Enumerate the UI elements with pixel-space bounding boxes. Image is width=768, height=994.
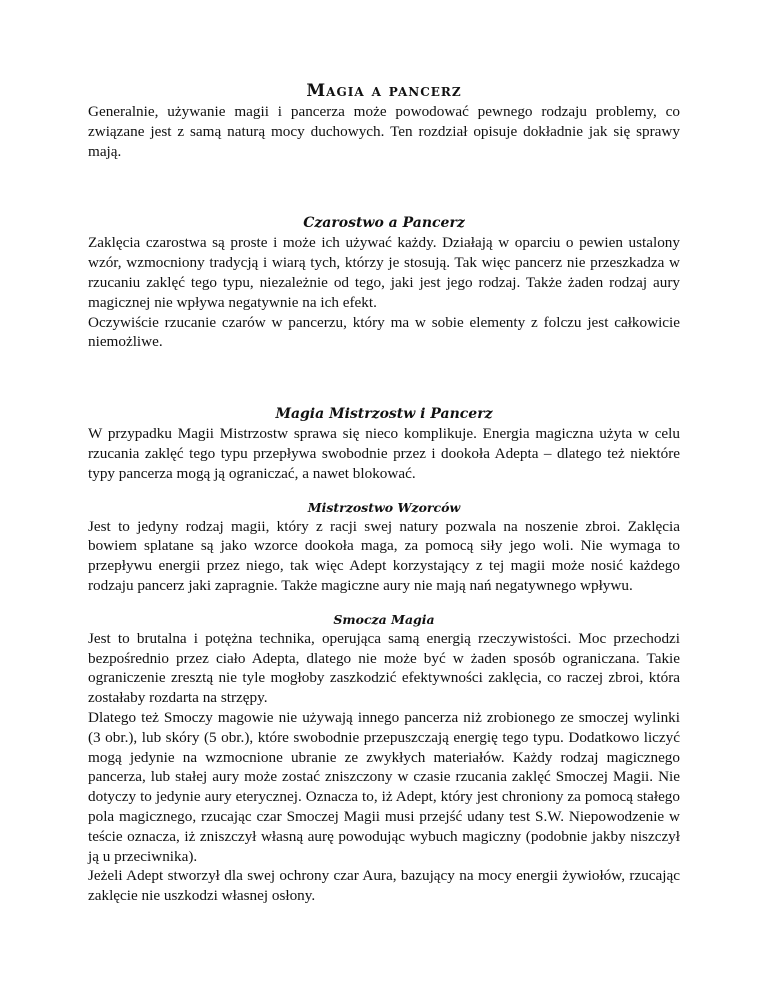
intro-paragraph: Generalnie, używanie magii i pancerza może powodować pewnego rodzaju problemy, co związane jest z samą naturą mocy duchowych. Ten rozdział opisuje dokładnie jak się sprawy mają. xyxy=(88,103,680,160)
document-page xyxy=(88,80,680,906)
smocza-magia-paragraph: Jest to brutalna i potężna technika, operująca samą energią rzeczywistości. Moc przechodzi bezpośrednio przez ciało Adepta, dlatego nie może być w żaden sposób ograniczana. Takie ograniczenie zresztą nie tyle mogłoby zaszkodzić efektywności zaklęcia, co raczej zbroi, która zostałaby rozdarta na strzępy. xyxy=(88,629,680,707)
smocza-magia-paragraph-3: Jeżeli Adept stworzył dla swej ochrony czar Aura, bazujący na mocy energii żywiołów, rzucając zaklęcie nie uszkodzi własnej osłony. xyxy=(88,867,680,905)
mistrzostwo-wzorcow-paragraph: Jest to jedyny rodzaj magii, który z racji swej natury pozwala na noszenie zbroi. Zaklęcia bowiem splatane są jako wzorce dookoła maga, za pomocą siły jego woli. Nie wymaga to przepływu energii przez niego, tak więc Adept korzystający z tej magii może nosić każdego rodzaju pancerz jaki zapragnie. Także magiczne aury nie mają nań negatywnego wpływu. xyxy=(88,517,680,594)
czarostwo-paragraph-2: Oczywiście rzucanie czarów w pancerzu, który ma w sobie elementy z folczu jest całkowicie niemożliwe. xyxy=(88,313,680,351)
section-heading-czarostwo: Czarostwo a Pancerz xyxy=(303,215,465,232)
czarostwo-paragraph: Zaklęcia czarostwa są proste i może ich używać każdy. Działają w oparciu o pewien ustalony wzór, wzmocniony tradycją i wiarą tych, którzy je stosują. Tak więc pancerz nie przeszkadza w rzucaniu zaklęć tego typu, niezależnie od tego, jaki jest jego rodzaj. Także żaden rodzaj aury magicznej nie wpływa negatywnie na ich efekt. xyxy=(88,234,680,311)
section-heading-smocza-magia: Smocza Magia xyxy=(333,611,435,627)
magia-mistrzostw-paragraph: W przypadku Magii Mistrzostw sprawa się nieco komplikuje. Energia magiczna użyta w celu rzucania zaklęć tego typu przepływa swobodnie przez i dookoła Adepta – dlatego też niektóre typy pancerza mogą ją ograniczać, a nawet blokować. xyxy=(88,425,680,482)
section-heading-mistrzostwo-wzorcow: Mistrzostwo Wzorców xyxy=(307,499,461,515)
smocza-magia-paragraph-2: Dlatego też Smoczy magowie nie używają innego pancerza niż zrobionego ze smoczej wylinki (3 obr.), lub skóry (5 obr.), które swobodnie przepuszczają energię tego typu. Dodatkowo liczyć mogą jedynie na wzmocnione ubranie ze zwykłych materiałów. Każdy rodzaj magicznego pancerza, lub stałej aury może zostać zniszczony w czasie rzucania zaklęć Smoczej Magii. Nie dotyczy to jedynie aury eterycznej. Oznacza to, iż Adept, który jest chroniony za pomocą stałego pola magicznego, rzucając czar Smoczej Magii musi przejść udany test S.W. Niepowodzenie w teście oznacza, iż zniszczył własną aurę powodując wybuch magiczny (podobnie jakby niszczył ją u przeciwnika). xyxy=(88,708,680,865)
section-heading-magia-mistrzostw: Magia Mistrzostw i Pancerz xyxy=(275,406,493,423)
page-title: Magia a pancerz xyxy=(306,81,462,101)
